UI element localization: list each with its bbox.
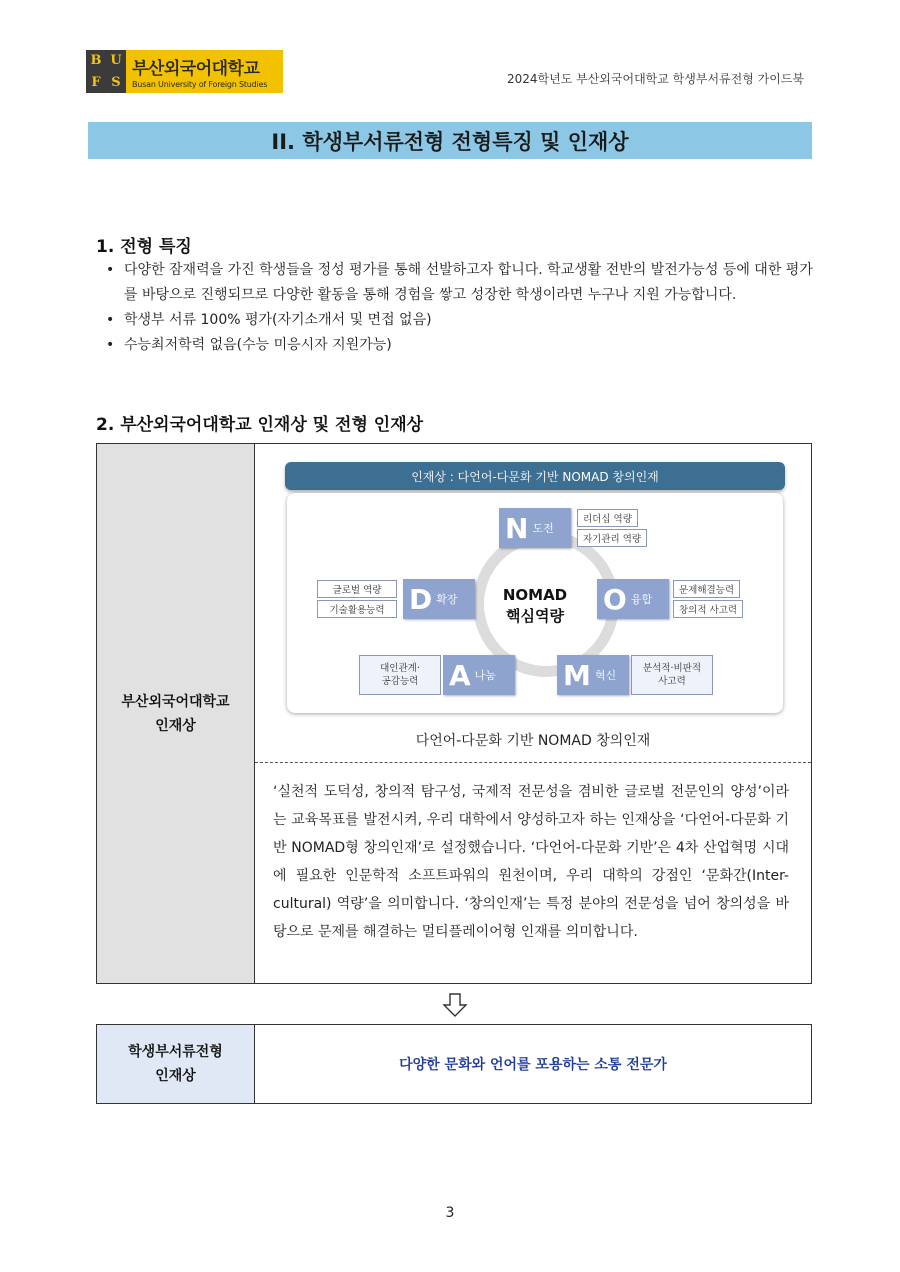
- diagram-caption: 다언어-다문화 기반 NOMAD 창의인재: [415, 733, 651, 749]
- node-label: 나눔: [474, 669, 496, 682]
- down-arrow-icon: [440, 992, 470, 1018]
- label-line: 인재상: [155, 1068, 196, 1084]
- logo-letter: F: [91, 74, 101, 90]
- logo-wordmark: [126, 50, 283, 93]
- section-heading-talent: 2. 부산외국어대학교 인재상 및 전형 인재상: [96, 415, 424, 435]
- chapter-title: II. 학생부서류전형 전형특징 및 인재상: [88, 122, 812, 159]
- node-letter: A: [449, 658, 471, 692]
- nomad-diagram: [285, 462, 785, 714]
- node-m: [557, 655, 629, 695]
- logo-letter: U: [110, 53, 122, 69]
- document-header-title: 2024학년도 부산외국어대학교 학생부서류전형 가이드북: [506, 72, 804, 86]
- label-line: 인재상: [155, 717, 196, 734]
- list-item: • 다양한 잠재력을 가진 학생들을 정성 평가를 통해 선발하고자 합니다. 학교생활 전반의 발전가능성 등에 대한 평가를 바탕으로 진행되므로 다양한 활동을 통해 경험을 쌓고 성장한 학생이라면 누구나 지원 가능합니다.: [104, 258, 816, 308]
- diagram-body: [287, 493, 783, 713]
- logo-letter: S: [111, 74, 121, 90]
- talent-description: ‘실천적 도덕성, 창의적 탐구성, 국제적 전문성을 겸비한 글로벌 전문인의 양성’이라는 교육목표를 발전시켜, 우리 대학에서 양성하고자 하는 인재상을 ‘다언어-다문화 기반 NOMAD형 창의인재’로 설정했습니다. ‘다언어-다문화 기반’은 4차 산업혁명 시대에 필요한 인문학적 소프트파워의 원천이며, 우리 대학의 강점인 ‘문화간(Inter-cultural) 역량’을 의미합니다. ‘창의인재’는 특정 분야의 전문성을 넘어 창의성을 바탕으로 문제를 해결하는 멀티플레이어형 인재를 의미합니다.: [273, 784, 789, 940]
- node-letter: N: [505, 511, 529, 545]
- university-logo: [86, 50, 283, 93]
- node-letter: M: [563, 658, 591, 692]
- tag: 문제해결능력: [673, 580, 740, 598]
- tag: 글로벌 역량: [317, 580, 397, 598]
- list-item: • 수능최저학력 없음(수능 미응시자 지원가능): [104, 333, 816, 358]
- core-label: [475, 585, 595, 627]
- label-line: 학생부서류전형: [128, 1044, 223, 1060]
- features-list: [104, 258, 816, 358]
- dashed-divider: [255, 762, 811, 763]
- tag: [631, 655, 713, 695]
- track-talent-value: 다양한 문화와 언어를 포용하는 소통 전문가: [399, 1057, 667, 1073]
- page-number: 3: [445, 1205, 455, 1221]
- tag-line: 사고력: [658, 676, 686, 687]
- tag: 기술활용능력: [317, 600, 397, 618]
- node-n: [499, 508, 571, 548]
- label-line: 부산외국어대학교: [121, 693, 230, 710]
- node-d: [403, 579, 475, 619]
- diagram-header: 인재상 : 다언어-다문화 기반 NOMAD 창의인재: [285, 462, 785, 490]
- node-label: 도전: [532, 522, 554, 535]
- node-letter: O: [603, 582, 627, 616]
- logo-korean-name: 부산외국어대학교: [132, 59, 260, 79]
- tag: 리더십 역량: [577, 509, 638, 527]
- node-label: 융합: [630, 593, 653, 606]
- logo-letter: B: [90, 53, 102, 69]
- section-heading-features: 1. 전형 특징: [96, 237, 192, 257]
- talent-table-label: [97, 444, 255, 983]
- tag-line: 공감능력: [381, 676, 419, 687]
- core-line: NOMAD: [502, 586, 568, 604]
- logo-english-name: Busan University of Foreign Studies: [132, 80, 268, 89]
- tag-line: 분석적·비판적: [642, 663, 702, 674]
- track-talent-table: [96, 1024, 812, 1104]
- list-item: • 학생부 서류 100% 평가(자기소개서 및 면접 없음): [104, 308, 816, 333]
- logo-mark: [86, 50, 126, 93]
- node-a: [443, 655, 515, 695]
- node-label: 확장: [436, 593, 458, 606]
- tag: 자기관리 역량: [577, 529, 647, 547]
- track-talent-label: [97, 1025, 255, 1103]
- talent-table: [96, 443, 812, 984]
- node-letter: D: [409, 582, 433, 616]
- core-line: 핵심역량: [506, 607, 564, 625]
- tag-line: 대인관계·: [380, 663, 420, 674]
- tag: [359, 655, 441, 695]
- node-o: [597, 579, 669, 619]
- tag: 창의적 사고력: [673, 600, 743, 618]
- node-label: 혁신: [594, 669, 617, 682]
